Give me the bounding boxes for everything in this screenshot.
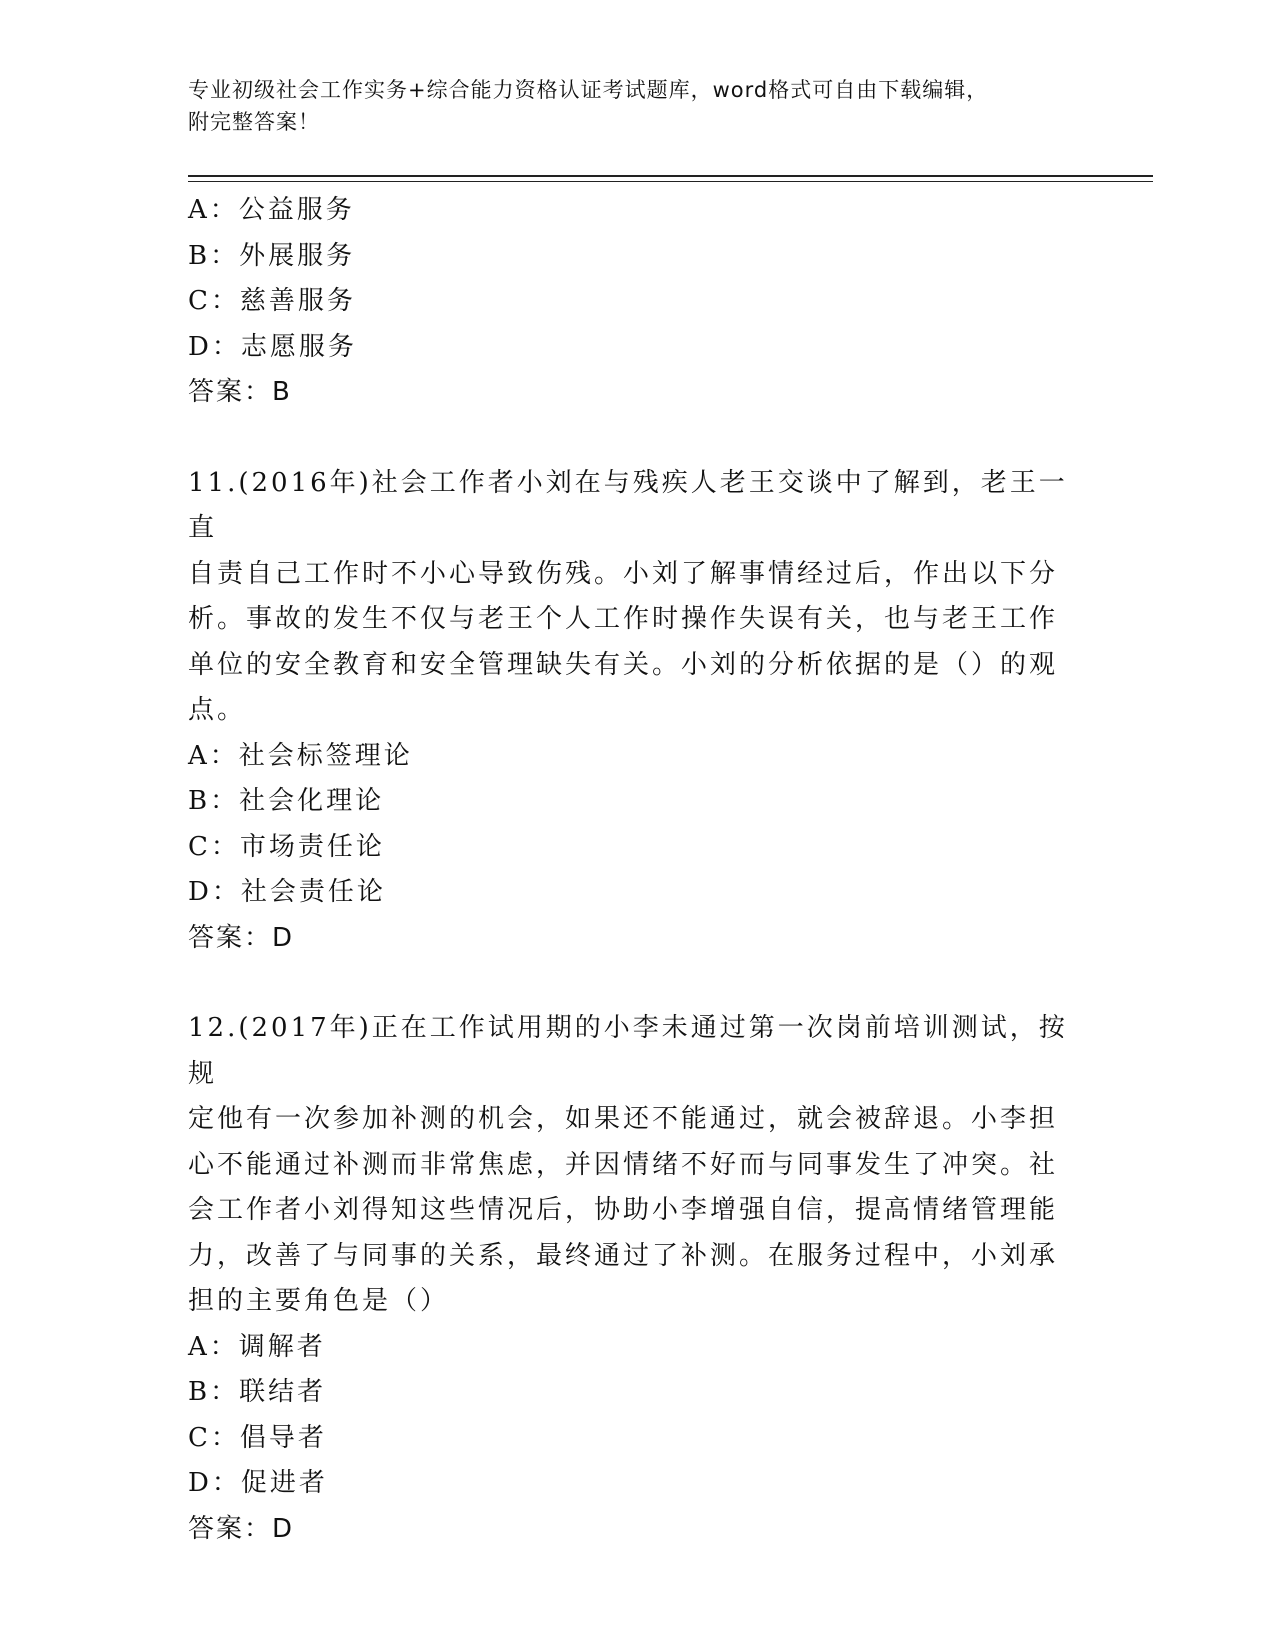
option-d: D：志愿服务 [188, 331, 357, 362]
question-stem-line: 12.(2017年)正在工作试用期的小李未通过第一次岗前培训测试，按规 [188, 1013, 1068, 1089]
question-10-block [188, 188, 1088, 416]
question-stem-line: 点。 [188, 695, 247, 725]
question-stem-line: 会工作者小刘得知这些情况后，协助小李增强自信，提高情绪管理能 [188, 1195, 1059, 1225]
header-divider-thick [188, 175, 1153, 177]
answer-line: 答案：D [188, 1513, 295, 1544]
question-stem-line: 担的主要角色是（） [188, 1286, 450, 1316]
option-b: B：社会化理论 [188, 786, 385, 816]
answer-line: 答案：D [188, 922, 295, 953]
option-b: B：联结者 [188, 1377, 327, 1407]
question-stem-line: 力，改善了与同事的关系，最终通过了补测。在服务过程中，小刘承 [188, 1240, 1059, 1271]
question-stem-line: 自责自己工作时不小心导致伤残。小刘了解事情经过后，作出以下分 [188, 558, 1059, 589]
option-c: C：倡导者 [188, 1422, 327, 1453]
header-divider-thin [188, 181, 1153, 182]
question-stem-line: 11.(2016年)社会工作者小刘在与残疾人老王交谈中了解到，老王一直 [188, 467, 1068, 543]
question-stem-line: 析。事故的发生不仅与老王个人工作时操作失误有关，也与老王工作 [188, 604, 1059, 634]
option-a: A：调解者 [188, 1331, 326, 1362]
option-d: D：社会责任论 [188, 877, 386, 907]
document-body [188, 188, 1088, 1552]
option-c: C：市场责任论 [188, 831, 385, 862]
option-c: C：慈善服务 [188, 286, 356, 316]
option-b: B：外展服务 [188, 240, 356, 271]
option-a: A：社会标签理论 [188, 740, 413, 771]
question-stem-line: 定他有一次参加补测的机会，如果还不能通过，就会被辞退。小李担 [188, 1104, 1059, 1134]
header-line-1: 专业初级社会工作实务+综合能力资格认证考试题库，word格式可自由下载编辑， [188, 78, 989, 102]
question-12-block [188, 1006, 1088, 1552]
question-stem-line: 心不能通过补测而非常焦虑，并因情绪不好而与同事发生了冲突。社 [188, 1149, 1059, 1180]
header-line-2: 附完整答案！ [188, 110, 320, 134]
answer-line: 答案：B [188, 377, 292, 407]
question-11-block [188, 461, 1088, 962]
question-stem-line: 单位的安全教育和安全管理缺失有关。小刘的分析依据的是（）的观 [188, 649, 1059, 680]
document-header [188, 74, 1088, 138]
option-a: A：公益服务 [188, 195, 355, 225]
option-d: D：促进者 [188, 1468, 328, 1498]
